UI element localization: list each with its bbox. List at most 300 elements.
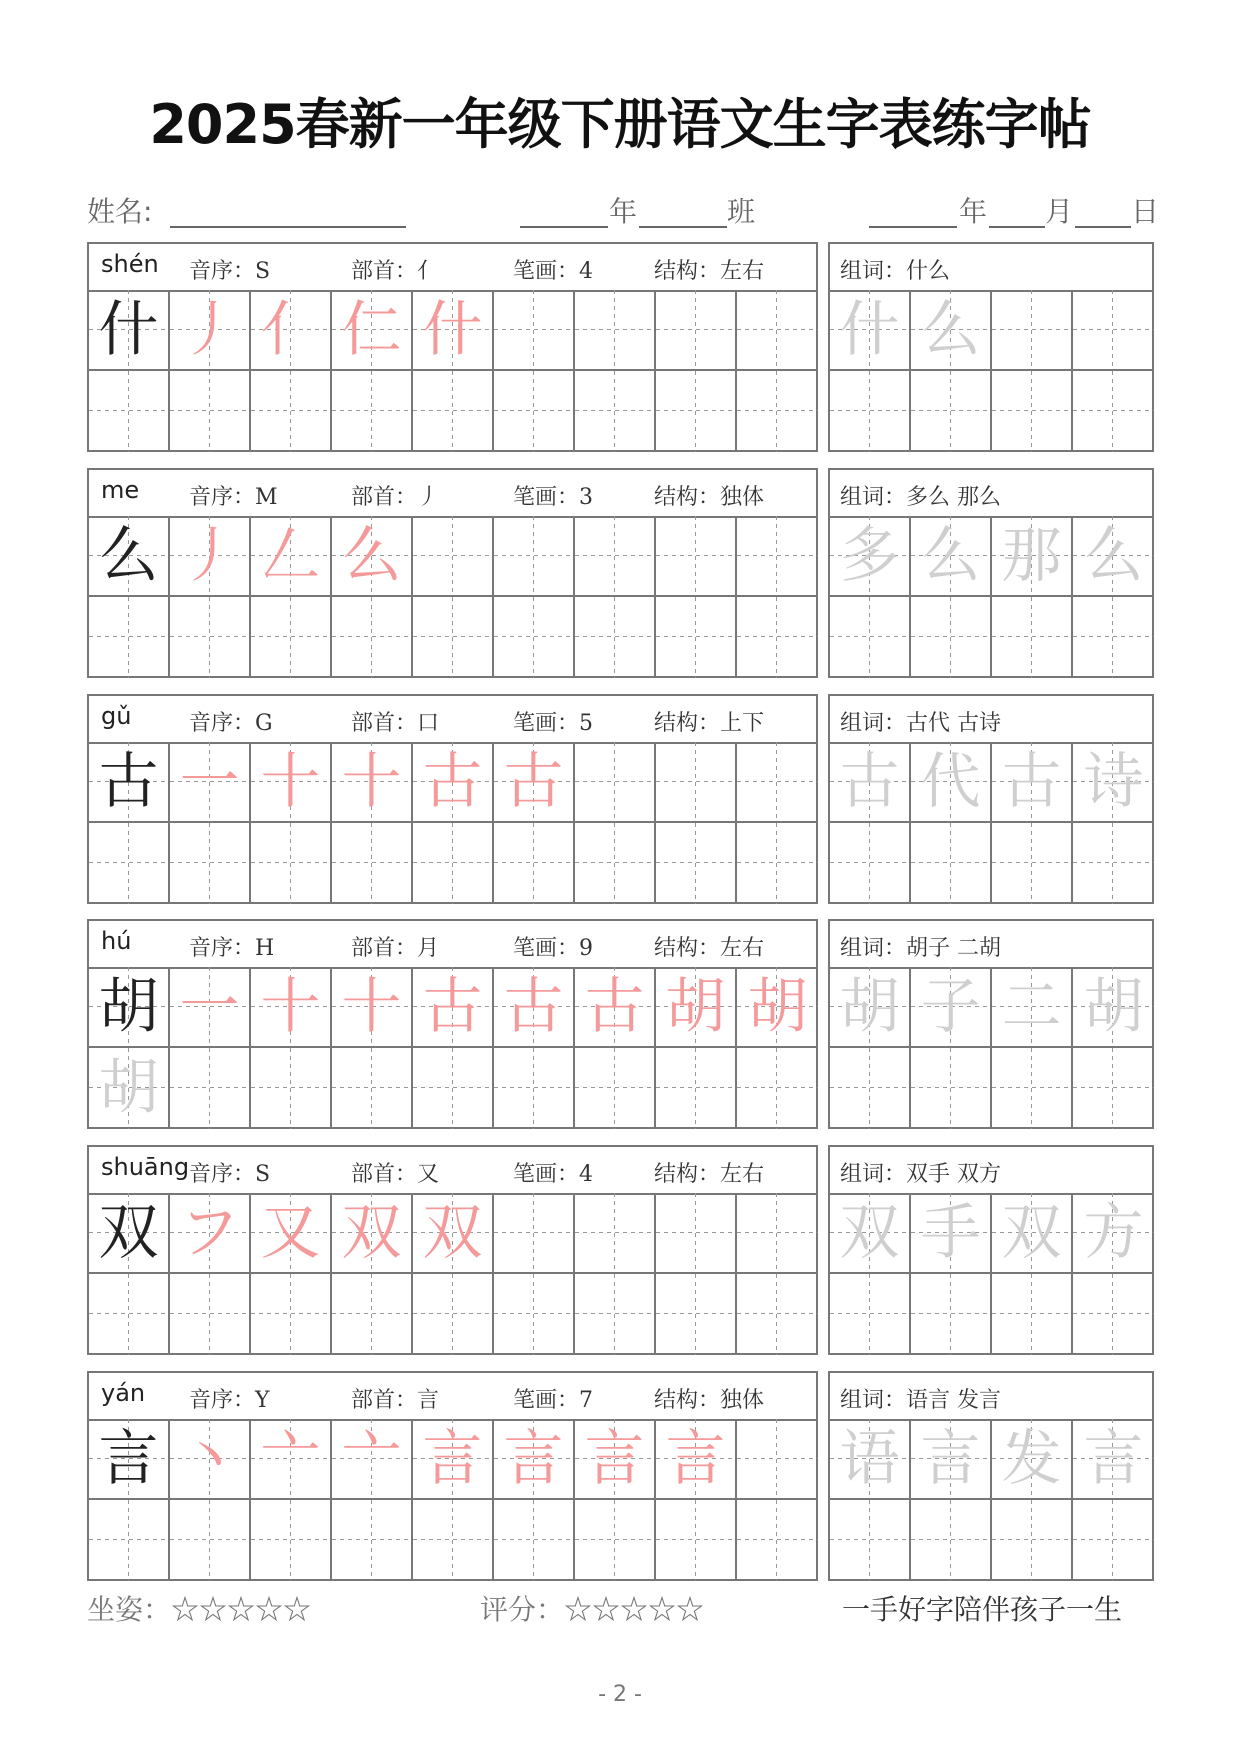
trace-word-character[interactable]: 双	[992, 1193, 1073, 1274]
stroke-order-step: 十	[251, 967, 332, 1048]
writing-cell[interactable]	[332, 1048, 413, 1129]
radical-label: 部首：	[351, 936, 418, 961]
stroke-order-step: 十	[332, 742, 413, 823]
day-field[interactable]	[1075, 226, 1131, 228]
trace-word-character[interactable]: 古	[830, 742, 911, 823]
yinxu-value: S	[255, 1162, 271, 1187]
writing-cell[interactable]	[737, 742, 818, 823]
yinxu-value: M	[255, 485, 278, 510]
trace-word-character[interactable]: 么	[1073, 516, 1154, 597]
writing-cell[interactable]	[251, 1500, 332, 1581]
writing-cell[interactable]	[170, 1500, 251, 1581]
stroke-order-step: 古	[494, 742, 575, 823]
stroke-count	[513, 706, 593, 737]
char-practice-panel	[87, 1145, 818, 1355]
structure	[654, 1383, 764, 1414]
writing-cell[interactable]	[575, 371, 656, 452]
pinyin-value: yán	[101, 1379, 146, 1407]
stroke-order-step: 丿	[170, 290, 251, 371]
yinxu-label: 音序：	[189, 1388, 256, 1413]
structure-label: 结构：	[654, 1162, 721, 1187]
writing-cell[interactable]	[494, 1048, 575, 1129]
yinxu	[189, 1383, 270, 1414]
writing-cell[interactable]	[1073, 290, 1154, 371]
stroke-count-label: 笔画：	[513, 711, 580, 736]
stroke-order-step: 古	[494, 967, 575, 1048]
model-character: 古	[89, 742, 170, 823]
stroke-count-value: 7	[579, 1388, 594, 1413]
pinyin	[101, 250, 159, 278]
year-label: 年	[959, 195, 988, 228]
writing-cell[interactable]	[89, 597, 170, 678]
stroke-order-step: 十	[251, 742, 332, 823]
word-practice-panel	[828, 1371, 1154, 1581]
structure-label: 结构：	[654, 259, 721, 284]
writing-cell[interactable]	[89, 1500, 170, 1581]
writing-cell[interactable]	[830, 823, 911, 904]
writing-cell[interactable]	[911, 597, 992, 678]
structure-value: 上下	[720, 711, 765, 736]
radical	[351, 931, 439, 962]
stroke-order-step: 双	[413, 1193, 494, 1274]
writing-cell[interactable]	[251, 371, 332, 452]
structure-label: 结构：	[654, 711, 721, 736]
word-header	[830, 696, 1152, 744]
radical-label: 部首：	[351, 485, 418, 510]
word-value: 多么 那么	[906, 485, 1002, 510]
writing-cell[interactable]	[830, 1274, 911, 1355]
word-practice-panel	[828, 1145, 1154, 1355]
stroke-order-step: 亻	[251, 290, 332, 371]
word-value: 古代 古诗	[906, 711, 1002, 736]
stroke-count-value: 3	[579, 485, 594, 510]
char-info-header	[89, 1147, 816, 1195]
char-info-header	[89, 244, 816, 292]
word-value: 什么	[906, 259, 951, 284]
radical-value: 言	[417, 1388, 440, 1413]
class-label: 班	[727, 195, 756, 228]
word-practice-panel	[828, 468, 1154, 678]
stroke-count-label: 笔画：	[513, 1162, 580, 1187]
writing-cell[interactable]	[494, 290, 575, 371]
structure-value: 左右	[720, 259, 765, 284]
writing-cell[interactable]	[332, 1274, 413, 1355]
pinyin-value: gǔ	[101, 702, 132, 730]
writing-cell[interactable]	[575, 516, 656, 597]
writing-cell[interactable]	[737, 371, 818, 452]
radical-value: 丿	[417, 485, 440, 510]
stroke-count	[513, 931, 593, 962]
trace-word-character[interactable]: 么	[911, 516, 992, 597]
word-list	[840, 1157, 1001, 1188]
radical	[351, 706, 439, 737]
pinyin	[101, 1153, 189, 1181]
char-info-header	[89, 470, 816, 518]
writing-cell[interactable]	[413, 597, 494, 678]
writing-cell[interactable]	[575, 1048, 656, 1129]
word-header	[830, 470, 1152, 518]
word-list	[840, 480, 1001, 511]
writing-cell[interactable]	[1073, 1048, 1154, 1129]
word-list	[840, 931, 1001, 962]
structure	[654, 706, 764, 737]
stroke-count	[513, 254, 593, 285]
structure-label: 结构：	[654, 936, 721, 961]
writing-cell[interactable]	[575, 290, 656, 371]
writing-cell[interactable]	[170, 597, 251, 678]
word-header	[830, 921, 1152, 969]
name-label: 姓名:	[87, 195, 153, 228]
stroke-order-step: 古	[413, 742, 494, 823]
writing-cell[interactable]	[332, 823, 413, 904]
yinxu-label: 音序：	[189, 936, 256, 961]
trace-word-character[interactable]: 什	[830, 290, 911, 371]
stroke-count-value: 5	[579, 711, 594, 736]
class-field[interactable]	[639, 226, 727, 228]
structure-label: 结构：	[654, 1388, 721, 1413]
writing-cell[interactable]	[1073, 371, 1154, 452]
radical-value: 口	[417, 711, 440, 736]
writing-cell[interactable]	[737, 823, 818, 904]
word-list	[840, 254, 950, 285]
model-character: 什	[89, 290, 170, 371]
grade-label: 年	[609, 195, 638, 228]
score-label: 评分：	[480, 1593, 565, 1626]
stroke-order-step: 又	[251, 1193, 332, 1274]
writing-cell[interactable]	[656, 290, 737, 371]
stroke-count-label: 笔画：	[513, 1388, 580, 1413]
writing-cell[interactable]	[413, 823, 494, 904]
trace-word-character[interactable]: 发	[992, 1419, 1073, 1500]
writing-cell[interactable]	[89, 371, 170, 452]
stroke-order-step: フ	[170, 1193, 251, 1274]
trace-word-character[interactable]: 诗	[1073, 742, 1154, 823]
yinxu	[189, 480, 278, 511]
stroke-count-label: 笔画：	[513, 259, 580, 284]
yinxu-label: 音序：	[189, 1162, 256, 1187]
stroke-count-label: 笔画：	[513, 936, 580, 961]
writing-cell[interactable]	[737, 1193, 818, 1274]
word-value: 胡子 二胡	[906, 936, 1002, 961]
writing-cell[interactable]	[494, 1193, 575, 1274]
trace-word-character[interactable]: 古	[992, 742, 1073, 823]
writing-cell[interactable]	[494, 1500, 575, 1581]
writing-cell[interactable]	[830, 1500, 911, 1581]
writing-cell[interactable]	[494, 516, 575, 597]
char-practice-panel	[87, 919, 818, 1129]
writing-cell[interactable]	[575, 1274, 656, 1355]
writing-cell[interactable]	[992, 1500, 1073, 1581]
writing-cell[interactable]	[992, 823, 1073, 904]
writing-cell[interactable]	[656, 823, 737, 904]
writing-cell[interactable]	[830, 371, 911, 452]
writing-cell[interactable]	[251, 823, 332, 904]
name-field[interactable]	[170, 226, 406, 228]
writing-cell[interactable]	[1073, 1500, 1154, 1581]
grade-field[interactable]	[520, 226, 608, 228]
word-label: 组词：	[840, 711, 907, 736]
writing-cell[interactable]	[494, 371, 575, 452]
writing-cell[interactable]	[656, 597, 737, 678]
word-label: 组词：	[840, 936, 907, 961]
writing-cell[interactable]	[170, 1274, 251, 1355]
char-info-header	[89, 921, 816, 969]
writing-cell[interactable]	[251, 1274, 332, 1355]
stroke-order-step: 亠	[251, 1419, 332, 1500]
writing-cell[interactable]	[413, 1048, 494, 1129]
stroke-order-step: 言	[413, 1419, 494, 1500]
writing-cell[interactable]	[737, 1500, 818, 1581]
writing-cell[interactable]	[251, 1048, 332, 1129]
day-label: 日	[1131, 195, 1160, 228]
stroke-order-step: 𠃋	[251, 516, 332, 597]
pinyin	[101, 476, 139, 504]
trace-character[interactable]: 胡	[89, 1048, 170, 1129]
word-label: 组词：	[840, 259, 907, 284]
writing-cell[interactable]	[575, 742, 656, 823]
writing-cell[interactable]	[575, 1193, 656, 1274]
yinxu-value: S	[255, 259, 271, 284]
radical	[351, 1157, 439, 1188]
model-character: 胡	[89, 967, 170, 1048]
stroke-order-step: 双	[332, 1193, 413, 1274]
trace-word-character[interactable]: 双	[830, 1193, 911, 1274]
pinyin-value: hú	[101, 927, 132, 955]
word-header	[830, 244, 1152, 292]
stroke-order-step: 亠	[332, 1419, 413, 1500]
stroke-order-step: 古	[575, 967, 656, 1048]
writing-cell[interactable]	[737, 1419, 818, 1500]
stroke-count-value: 9	[579, 936, 594, 961]
pinyin	[101, 1379, 145, 1407]
char-practice-panel	[87, 242, 818, 452]
radical-value: 亻	[417, 259, 440, 284]
pinyin	[101, 927, 131, 955]
word-label: 组词：	[840, 1388, 907, 1413]
writing-cell[interactable]	[656, 1500, 737, 1581]
writing-cell[interactable]	[911, 1274, 992, 1355]
writing-cell[interactable]	[656, 742, 737, 823]
yinxu-label: 音序：	[189, 711, 256, 736]
stroke-order-step: 什	[413, 290, 494, 371]
writing-cell[interactable]	[656, 371, 737, 452]
writing-cell[interactable]	[992, 1048, 1073, 1129]
writing-cell[interactable]	[992, 597, 1073, 678]
yinxu-label: 音序：	[189, 259, 256, 284]
word-value: 双手 双方	[906, 1162, 1002, 1187]
pinyin-value: me	[101, 476, 140, 504]
writing-cell[interactable]	[575, 597, 656, 678]
stroke-order-step: 言	[656, 1419, 737, 1500]
char-info-header	[89, 696, 816, 744]
writing-cell[interactable]	[89, 823, 170, 904]
student-info-row	[87, 190, 1160, 230]
month-label: 月	[1045, 195, 1074, 228]
writing-cell[interactable]	[413, 371, 494, 452]
stroke-order-step: 十	[332, 967, 413, 1048]
writing-cell[interactable]	[830, 1048, 911, 1129]
writing-cell[interactable]	[413, 1500, 494, 1581]
stroke-order-step: 言	[494, 1419, 575, 1500]
page-title: 2025春新一年级下册语文生字表练字帖	[149, 93, 1091, 156]
radical	[351, 480, 439, 511]
trace-word-character[interactable]: 言	[1073, 1419, 1154, 1500]
structure-label: 结构：	[654, 485, 721, 510]
radical	[351, 254, 439, 285]
writing-cell[interactable]	[992, 1274, 1073, 1355]
yinxu	[189, 1157, 270, 1188]
writing-cell[interactable]	[494, 1274, 575, 1355]
writing-cell[interactable]	[737, 516, 818, 597]
pinyin-value: shén	[101, 250, 159, 278]
trace-word-character[interactable]: 胡	[830, 967, 911, 1048]
writing-cell[interactable]	[737, 597, 818, 678]
score-stars[interactable]: ☆☆☆☆☆	[564, 1593, 705, 1626]
writing-cell[interactable]	[911, 1500, 992, 1581]
structure-value: 独体	[720, 1388, 765, 1413]
stroke-count-label: 笔画：	[513, 485, 580, 510]
writing-cell[interactable]	[575, 1500, 656, 1581]
writing-cell[interactable]	[575, 823, 656, 904]
writing-cell[interactable]	[251, 597, 332, 678]
trace-word-character[interactable]: 言	[911, 1419, 992, 1500]
radical-label: 部首：	[351, 1162, 418, 1187]
yinxu-value: G	[255, 711, 273, 736]
word-practice-panel	[828, 694, 1154, 904]
char-info-header	[89, 1373, 816, 1421]
stroke-order-step: 一	[170, 967, 251, 1048]
slogan: 一手好字陪伴孩子一生	[842, 1593, 1123, 1626]
trace-word-character[interactable]: 么	[911, 290, 992, 371]
writing-cell[interactable]	[494, 597, 575, 678]
writing-cell[interactable]	[737, 290, 818, 371]
word-list	[840, 1383, 1001, 1414]
stroke-count-value: 4	[579, 1162, 594, 1187]
radical-value: 月	[417, 936, 440, 961]
writing-cell[interactable]	[170, 371, 251, 452]
word-practice-panel	[828, 919, 1154, 1129]
radical-value: 又	[417, 1162, 440, 1187]
writing-cell[interactable]	[1073, 823, 1154, 904]
char-practice-panel	[87, 1371, 818, 1581]
yinxu	[189, 254, 270, 285]
writing-cell[interactable]	[1073, 597, 1154, 678]
stroke-order-step: 丶	[170, 1419, 251, 1500]
model-character: 双	[89, 1193, 170, 1274]
char-practice-panel	[87, 694, 818, 904]
score-rating	[480, 1588, 704, 1628]
writing-cell[interactable]	[89, 1274, 170, 1355]
year-field[interactable]	[869, 226, 957, 228]
stroke-order-step: 胡	[737, 967, 818, 1048]
word-header	[830, 1147, 1152, 1195]
yinxu	[189, 931, 274, 962]
yinxu	[189, 706, 273, 737]
stroke-order-step: 言	[575, 1419, 656, 1500]
yinxu-value: Y	[255, 1388, 270, 1413]
stroke-count	[513, 1383, 593, 1414]
writing-cell[interactable]	[656, 1048, 737, 1129]
stroke-order-step: 胡	[656, 967, 737, 1048]
trace-word-character[interactable]: 手	[911, 1193, 992, 1274]
stroke-order-step: 一	[170, 742, 251, 823]
trace-word-character[interactable]: 胡	[1073, 967, 1154, 1048]
stroke-order-step: 仁	[332, 290, 413, 371]
writing-cell[interactable]	[992, 371, 1073, 452]
trace-word-character[interactable]: 语	[830, 1419, 911, 1500]
trace-word-character[interactable]: 多	[830, 516, 911, 597]
trace-word-character[interactable]: 子	[911, 967, 992, 1048]
writing-cell[interactable]	[830, 597, 911, 678]
stroke-count-value: 4	[579, 259, 594, 284]
month-field[interactable]	[989, 226, 1045, 228]
trace-word-character[interactable]: 二	[992, 967, 1073, 1048]
writing-cell[interactable]	[911, 371, 992, 452]
posture-stars[interactable]: ☆☆☆☆☆	[171, 1593, 312, 1626]
structure-value: 独体	[720, 485, 765, 510]
radical-label: 部首：	[351, 711, 418, 736]
word-header	[830, 1373, 1152, 1421]
writing-cell[interactable]	[656, 516, 737, 597]
radical-label: 部首：	[351, 259, 418, 284]
page-number: - 2 -	[598, 1682, 642, 1707]
structure-value: 左右	[720, 936, 765, 961]
trace-word-character[interactable]: 代	[911, 742, 992, 823]
pinyin-value: shuāng	[101, 1153, 190, 1181]
structure	[654, 1157, 764, 1188]
yinxu-value: H	[255, 936, 275, 961]
model-character: 言	[89, 1419, 170, 1500]
word-value: 语言 发言	[906, 1388, 1002, 1413]
writing-cell[interactable]	[494, 823, 575, 904]
posture-label: 坐姿：	[87, 1593, 172, 1626]
yinxu-label: 音序：	[189, 485, 256, 510]
writing-cell[interactable]	[737, 1274, 818, 1355]
writing-cell[interactable]	[170, 1048, 251, 1129]
radical	[351, 1383, 439, 1414]
structure	[654, 480, 764, 511]
stroke-order-step: 丿	[170, 516, 251, 597]
writing-cell[interactable]	[413, 1274, 494, 1355]
model-character: 么	[89, 516, 170, 597]
writing-cell[interactable]	[332, 1500, 413, 1581]
trace-word-character[interactable]: 方	[1073, 1193, 1154, 1274]
radical-label: 部首：	[351, 1388, 418, 1413]
posture-rating	[87, 1588, 311, 1628]
word-list	[840, 706, 1001, 737]
word-practice-panel	[828, 242, 1154, 452]
trace-word-character[interactable]: 那	[992, 516, 1073, 597]
writing-cell[interactable]	[911, 823, 992, 904]
writing-cell[interactable]	[332, 597, 413, 678]
structure-value: 左右	[720, 1162, 765, 1187]
pinyin	[101, 702, 131, 730]
writing-cell[interactable]	[413, 516, 494, 597]
char-practice-panel	[87, 468, 818, 678]
structure	[654, 931, 764, 962]
structure	[654, 254, 764, 285]
writing-cell[interactable]	[332, 371, 413, 452]
writing-cell[interactable]	[992, 290, 1073, 371]
writing-cell[interactable]	[911, 1048, 992, 1129]
stroke-count	[513, 480, 593, 511]
writing-cell[interactable]	[170, 823, 251, 904]
writing-cell[interactable]	[737, 1048, 818, 1129]
stroke-order-step: 古	[413, 967, 494, 1048]
writing-cell[interactable]	[1073, 1274, 1154, 1355]
writing-cell[interactable]	[656, 1274, 737, 1355]
writing-cell[interactable]	[656, 1193, 737, 1274]
